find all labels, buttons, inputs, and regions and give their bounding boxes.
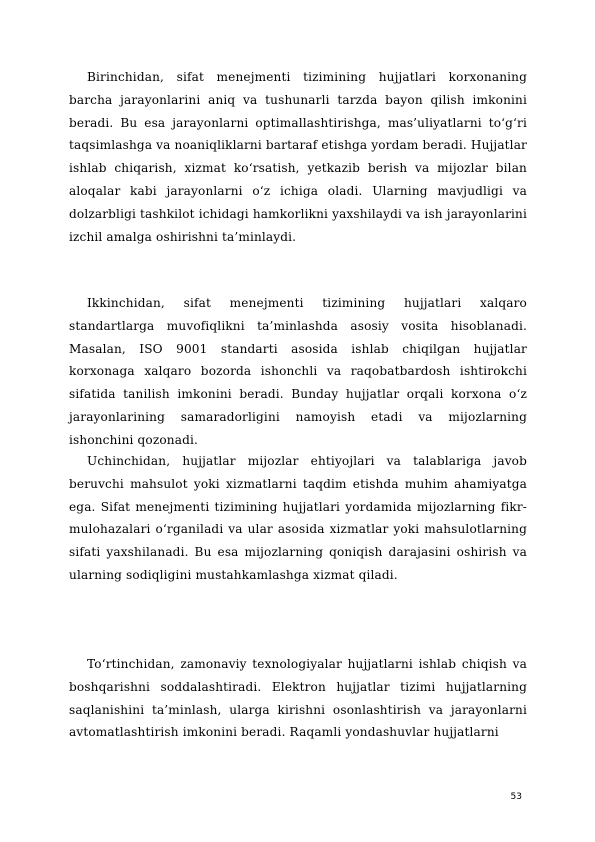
paragraph-second: Ikkinchidan, sifat menejmenti tizimining hujjatlari xalqaro standartlarga muvofiqlikni ta’minlashda asosiy vosita hisoblanadi. Masalan, ISO 9001 standarti asosida ishlab chiqilgan hujjatlar korxonaga xalqaro bozorda ishonchli va raqobatbardosh ishtirokchi sifatida tanilish imkonini beradi. Bunday hujjatlar orqali korxona o‘z jarayonlarining samaradorligini namoyish etadi va mijozlarning ishonchini qozonadi.	[69, 296, 527, 447]
paragraph-first: Birinchidan, sifat menejmenti tizimining hujjatlari korxonaning barcha jarayonlarini aniq va tushunarli tarzda bayon qilish imkonini beradi. Bu esa jarayonlarni optimallashtirishga, mas’uliyatlarni to‘g‘ri taqsimlashga va noaniqliklarni bartaraf etishga yordam beradi. Hujjatlar ishlab chiqarish, xizmat ko‘rsatish, yetkazib berish va mijozlar bilan aloqalar kabi jarayonlarni o‘z ichiga oladi. Ularning mavjudligi va dolzarbligi tashkilot ichidagi hamkorlikni yaxshilaydi va ish jarayonlarini izchil amalga oshirishni ta’minlaydi.	[69, 70, 527, 244]
paragraph-third: Uchinchidan, hujjatlar mijozlar ehtiyojlari va talablariga javob beruvchi mahsulot yoki xizmatlarni taqdim etishda muhim ahamiyatga ega. Sifat menejmenti tizimining hujjatlari yordamida mijozlarning fikr-mulohazalari o‘rganiladi va ular asosida xizmatlar yoki mahsulotlarning sifati yaxshilanadi. Bu esa mijozlarning qoniqish darajasini oshirish va ularning sodiqligini mustahkamlashga xizmat qiladi.	[69, 454, 527, 582]
paragraph-fourth: To‘rtinchidan, zamonaviy texnologiyalar hujjatlarni ishlab chiqish va boshqarishni soddalashtiradi. Elektron hujjatlar tizimi hujjatlarning saqlanishini ta’minlash, ularga kirishni osonlashtirish va jarayonlarni avtomatlashtirish imkonini beradi. Raqamli yondashuvlar hujjatlarni	[69, 657, 527, 740]
page-number: 53	[510, 792, 522, 802]
